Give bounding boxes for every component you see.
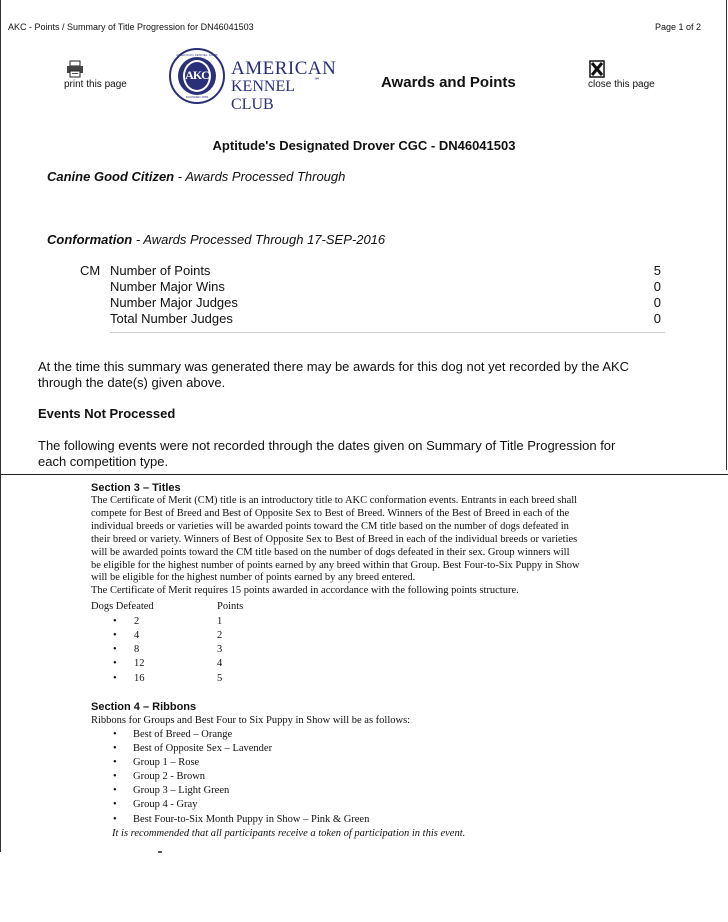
- points-row: [110, 263, 665, 279]
- participation-note: It is recommended that all participants receive a token of participation in this event.: [112, 828, 466, 839]
- dogs-defeated-value: 4: [134, 630, 140, 641]
- akc-logo: [168, 48, 338, 113]
- section3-line: be eligible for the highest number of points earned by any breed within that Group. Best Four-to-Six Puppy in Show: [91, 559, 580, 571]
- dog-title: Aptitude's Designated Drover CGC - DN46041503: [212, 138, 516, 153]
- logo-servicemark: ℠: [314, 78, 321, 84]
- events-line-2: each competition type.: [38, 454, 169, 469]
- points-table-row: [113, 658, 233, 671]
- major-judges-label: Number Major Judges: [110, 295, 238, 310]
- events-heading: Events Not Processed: [38, 406, 176, 421]
- section4-heading: Section 4 – Ribbons: [91, 701, 197, 713]
- points-table-row: [113, 644, 233, 657]
- cgc-label: Canine Good Citizen: [47, 169, 175, 184]
- page-heading: Awards and Points: [381, 74, 516, 91]
- ribbon-item: [113, 729, 513, 742]
- page-number: Page 1 of 2: [655, 22, 702, 32]
- logo-kennel-club: KENNEL CLUB: [231, 78, 295, 113]
- ribbon-text: Best of Opposite Sex – Lavender: [133, 743, 273, 754]
- bullet-icon: •: [113, 743, 117, 754]
- events-line-1: The following events were not recorded through the dates given on Summary of Title Progression for: [38, 438, 616, 453]
- major-judges-value: 0: [653, 295, 661, 310]
- cgc-line: [47, 169, 345, 184]
- section3-body: [91, 495, 671, 598]
- right-border: [726, 0, 727, 470]
- conformation-text: - Awards Processed Through 17-SEP-2016: [132, 232, 386, 247]
- dogs-defeated-value: 8: [134, 644, 140, 655]
- ribbon-item: [113, 743, 513, 756]
- ribbon-text: Group 2 - Brown: [133, 771, 206, 782]
- bullet-icon: •: [113, 814, 117, 825]
- section3-line: their breed or variety. Winners of Best of Opposite Sex to Best of Breed in each of the individual breeds or varieties: [91, 533, 578, 545]
- bullet-icon: •: [113, 630, 117, 641]
- printer-icon: [66, 60, 84, 78]
- points-value: 5: [653, 263, 661, 278]
- dogs-defeated-value: 2: [134, 616, 140, 627]
- points-value-cell: 3: [217, 644, 223, 655]
- scan-divider: [0, 474, 728, 475]
- ribbon-item: [113, 799, 513, 812]
- points-value-cell: 2: [217, 630, 223, 641]
- print-label: print this page: [64, 79, 127, 90]
- bullet-icon: •: [113, 771, 117, 782]
- major-wins-row: [110, 279, 665, 295]
- notice-line-2: through the date(s) given above.: [38, 375, 226, 390]
- bullet-icon: •: [113, 729, 117, 740]
- section4-intro: Ribbons for Groups and Best Four to Six Puppy in Show will be as follows:: [91, 715, 411, 726]
- ribbon-item: [113, 757, 513, 770]
- cgc-text: - Awards Processed Through: [174, 169, 346, 184]
- ribbon-item: [113, 771, 513, 784]
- ribbon-text: Best Four-to-Six Month Puppy in Show – Pink & Green: [133, 814, 370, 825]
- left-border: [0, 0, 1, 852]
- section3-line: The Certificate of Merit (CM) title is an introductory title to AKC conformation events. Entrants in each breed shall: [91, 495, 578, 506]
- bullet-icon: •: [113, 658, 117, 669]
- points-value-cell: 4: [217, 658, 223, 669]
- bullet-icon: •: [113, 673, 117, 684]
- points-value-cell: 1: [217, 616, 223, 627]
- title-code: CM: [80, 263, 101, 278]
- section3-line: The Certificate of Merit requires 15 points awarded in accordance with the following points structure.: [91, 585, 519, 597]
- section3-heading: Section 3 – Titles: [91, 482, 181, 494]
- major-wins-value: 0: [653, 279, 661, 294]
- bullet-icon: •: [113, 799, 117, 810]
- major-wins-label: Number Major Wins: [110, 279, 225, 294]
- points-table-row: [113, 630, 233, 643]
- ribbon-text: Best of Breed – Orange: [133, 729, 233, 740]
- conformation-divider: [110, 332, 665, 333]
- total-judges-row: [110, 311, 665, 327]
- ribbon-text: Group 1 – Rose: [133, 757, 200, 768]
- total-judges-value: 0: [653, 311, 661, 326]
- bullet-icon: •: [113, 616, 117, 627]
- section3-line: compete for Best of Breed and Best of Opposite Sex to Best of Breed. Winners of the Best of Breed in each of the: [91, 507, 570, 519]
- section3-line: individual breeds or varieties will be awarded points toward the CM title based on the number of dogs defeated in: [91, 520, 569, 532]
- dogs-defeated-value: 16: [134, 673, 145, 684]
- major-judges-row: [110, 295, 665, 311]
- col-dogs-defeated: Dogs Defeated: [91, 601, 154, 612]
- bullet-icon: •: [113, 785, 117, 796]
- scan-specks: [158, 851, 162, 853]
- seal-ring-top: AMERICAN KENNEL CLUB: [176, 53, 218, 57]
- print-button[interactable]: [62, 60, 142, 94]
- conformation-line: [47, 232, 385, 247]
- document-title: AKC - Points / Summary of Title Progression for DN46041503: [8, 22, 254, 32]
- close-label: close this page: [588, 79, 655, 90]
- seal-ring-bottom: FOUNDED 1884: [185, 95, 209, 99]
- dogs-defeated-value: 12: [134, 658, 145, 669]
- ribbon-item: [113, 814, 513, 827]
- section3-line: will be eligible for the highest number of points earned by any breed entered.: [91, 572, 416, 584]
- logo-american: AMERICAN: [231, 58, 337, 79]
- ribbon-item: [113, 785, 513, 798]
- close-button[interactable]: [586, 58, 666, 94]
- section3-line: will be awarded points toward the CM title based on the number of dogs defeated in their sex. Group winners will: [91, 546, 570, 558]
- points-label: Number of Points: [110, 263, 211, 278]
- points-table-row: [113, 673, 233, 686]
- seal-letters: AKC: [185, 68, 209, 82]
- total-judges-label: Total Number Judges: [110, 311, 233, 326]
- bullet-icon: •: [113, 644, 117, 655]
- notice-line-1: At the time this summary was generated there may be awards for this dog not yet recorded by the AKC: [38, 359, 630, 374]
- close-icon: [589, 60, 605, 78]
- points-value-cell: 5: [217, 673, 223, 684]
- ribbon-text: Group 4 - Gray: [133, 799, 198, 810]
- ribbon-text: Group 3 – Light Green: [133, 785, 230, 796]
- points-table-row: [113, 616, 233, 629]
- conformation-label: Conformation: [47, 232, 133, 247]
- bullet-icon: •: [113, 757, 117, 768]
- col-points: Points: [217, 601, 244, 612]
